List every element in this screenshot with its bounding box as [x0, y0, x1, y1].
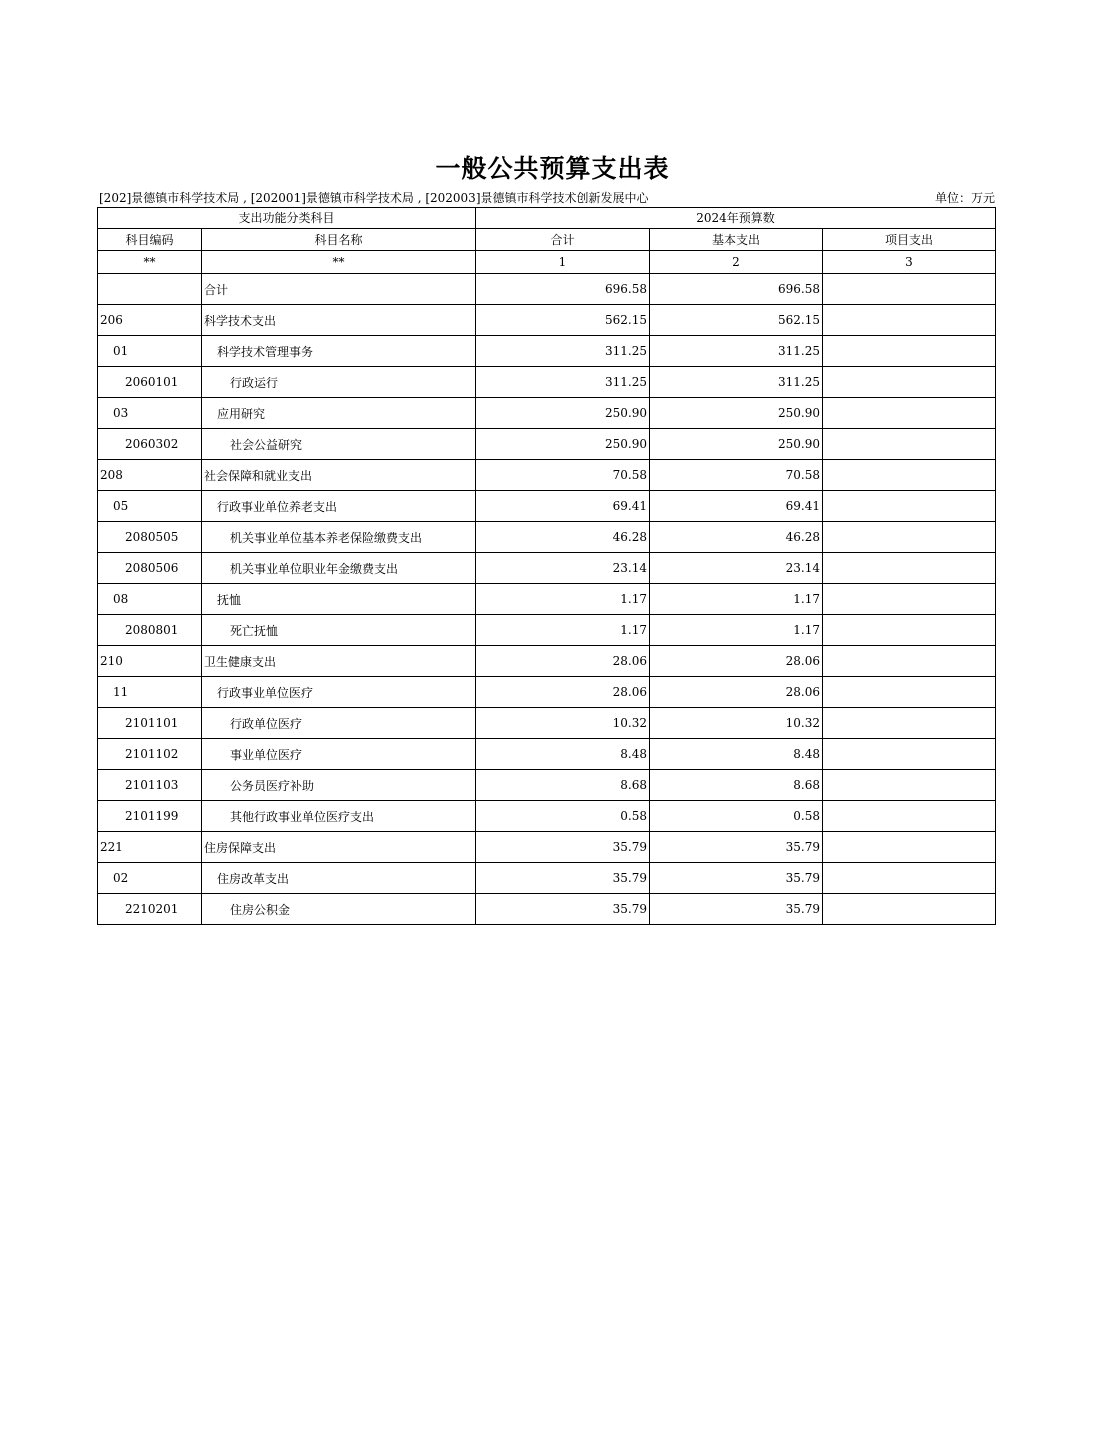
header-budget-year: 2024年预算数: [476, 208, 996, 229]
table-row: [98, 553, 996, 584]
cell-basic: 28.06: [650, 677, 823, 708]
table-row: [98, 677, 996, 708]
cell-total: 8.68: [476, 770, 650, 801]
cell-name: 社会公益研究: [202, 429, 476, 460]
cell-basic: 1.17: [650, 584, 823, 615]
cell-total: 1.17: [476, 615, 650, 646]
cell-name: 其他行政事业单位医疗支出: [202, 801, 476, 832]
cell-code: 02: [98, 863, 202, 894]
cell-code: 2101199: [98, 801, 202, 832]
cell-basic: 35.79: [650, 894, 823, 925]
cell-basic: 0.58: [650, 801, 823, 832]
cell-name: 卫生健康支出: [202, 646, 476, 677]
cell-project: [823, 367, 996, 398]
table-row: [98, 429, 996, 460]
table-row: [98, 584, 996, 615]
table-row: [98, 708, 996, 739]
index-name: **: [202, 251, 476, 274]
unit-note: [935, 189, 995, 207]
cell-code: 2080506: [98, 553, 202, 584]
cell-total: 35.79: [476, 863, 650, 894]
table-row: [98, 522, 996, 553]
table-row: [98, 274, 996, 305]
cell-project: [823, 553, 996, 584]
header-total: 合计: [476, 229, 650, 251]
cell-code: 2101102: [98, 739, 202, 770]
header-name: 科目名称: [202, 229, 476, 251]
cell-total: 1.17: [476, 584, 650, 615]
budget-expenditure-table: [97, 207, 996, 925]
header-code: 科目编码: [98, 229, 202, 251]
cell-total: 696.58: [476, 274, 650, 305]
cell-code: 2210201: [98, 894, 202, 925]
cell-project: [823, 770, 996, 801]
cell-basic: 311.25: [650, 367, 823, 398]
table-row: [98, 460, 996, 491]
cell-project: [823, 398, 996, 429]
cell-name: 应用研究: [202, 398, 476, 429]
index-basic: 2: [650, 251, 823, 274]
cell-total: 562.15: [476, 305, 650, 336]
cell-basic: 250.90: [650, 398, 823, 429]
cell-code: 208: [98, 460, 202, 491]
cell-basic: 8.68: [650, 770, 823, 801]
cell-name: 住房改革支出: [202, 863, 476, 894]
cell-code: 05: [98, 491, 202, 522]
cell-total: 311.25: [476, 336, 650, 367]
table-row: [98, 367, 996, 398]
cell-name: 机关事业单位职业年金缴费支出: [202, 553, 476, 584]
table-row: [98, 615, 996, 646]
cell-name: 行政单位医疗: [202, 708, 476, 739]
cell-total: 0.58: [476, 801, 650, 832]
cell-total: 69.41: [476, 491, 650, 522]
table-row: [98, 739, 996, 770]
cell-code: 221: [98, 832, 202, 863]
cell-name: 社会保障和就业支出: [202, 460, 476, 491]
cell-basic: 696.58: [650, 274, 823, 305]
cell-code: 01: [98, 336, 202, 367]
table-row: [98, 832, 996, 863]
cell-total: 28.06: [476, 677, 650, 708]
cell-name: 行政事业单位养老支出: [202, 491, 476, 522]
table-row: [98, 863, 996, 894]
table-row: [98, 770, 996, 801]
index-total: 1: [476, 251, 650, 274]
cell-name: 住房公积金: [202, 894, 476, 925]
index-code: **: [98, 251, 202, 274]
cell-project: [823, 305, 996, 336]
cell-project: [823, 863, 996, 894]
cell-name: 行政事业单位医疗: [202, 677, 476, 708]
cell-name: 合计: [202, 274, 476, 305]
cell-basic: 69.41: [650, 491, 823, 522]
cell-basic: 562.15: [650, 305, 823, 336]
cell-basic: 46.28: [650, 522, 823, 553]
cell-name: 行政运行: [202, 367, 476, 398]
cell-basic: 311.25: [650, 336, 823, 367]
cell-project: [823, 646, 996, 677]
cell-basic: 8.48: [650, 739, 823, 770]
cell-code: 03: [98, 398, 202, 429]
cell-name: 事业单位医疗: [202, 739, 476, 770]
cell-name: 死亡抚恤: [202, 615, 476, 646]
cell-code: [98, 274, 202, 305]
cell-project: [823, 739, 996, 770]
cell-total: 70.58: [476, 460, 650, 491]
cell-name: 科学技术管理事务: [202, 336, 476, 367]
unit-label: 万元: [970, 191, 995, 205]
cell-project: [823, 336, 996, 367]
cell-project: [823, 615, 996, 646]
cell-total: 8.48: [476, 739, 650, 770]
index-row: [98, 251, 996, 274]
table-row: [98, 801, 996, 832]
cell-project: [823, 460, 996, 491]
agency-list: [202]景德镇市科学技术局 , [202001]景德镇市科学技术局 , [202003]景德镇市科学技术创新发展中心: [99, 191, 649, 205]
unit-prefix: 单位：: [934, 191, 971, 205]
cell-code: 2060302: [98, 429, 202, 460]
cell-total: 311.25: [476, 367, 650, 398]
group-header-row: [98, 208, 996, 229]
cell-basic: 35.79: [650, 863, 823, 894]
cell-code: 11: [98, 677, 202, 708]
table-row: [98, 491, 996, 522]
cell-project: [823, 522, 996, 553]
cell-project: [823, 429, 996, 460]
cell-project: [823, 491, 996, 522]
table-row: [98, 646, 996, 677]
cell-project: [823, 832, 996, 863]
header-basic: 基本支出: [650, 229, 823, 251]
header-classification: 支出功能分类科目: [98, 208, 476, 229]
cell-basic: 1.17: [650, 615, 823, 646]
cell-code: 210: [98, 646, 202, 677]
cell-project: [823, 274, 996, 305]
cell-basic: 28.06: [650, 646, 823, 677]
table-row: [98, 305, 996, 336]
cell-basic: 35.79: [650, 832, 823, 863]
cell-name: 抚恤: [202, 584, 476, 615]
table-body: [98, 274, 996, 925]
cell-code: 2080801: [98, 615, 202, 646]
cell-code: 2101103: [98, 770, 202, 801]
cell-basic: 10.32: [650, 708, 823, 739]
cell-project: [823, 801, 996, 832]
report-subheader: [99, 189, 995, 207]
cell-total: 35.79: [476, 832, 650, 863]
cell-project: [823, 677, 996, 708]
cell-name: 住房保障支出: [202, 832, 476, 863]
cell-project: [823, 584, 996, 615]
table-row: [98, 336, 996, 367]
cell-total: 46.28: [476, 522, 650, 553]
cell-code: 2080505: [98, 522, 202, 553]
cell-code: 08: [98, 584, 202, 615]
cell-total: 35.79: [476, 894, 650, 925]
cell-basic: 250.90: [650, 429, 823, 460]
cell-code: 2060101: [98, 367, 202, 398]
column-header-row: [98, 229, 996, 251]
cell-basic: 23.14: [650, 553, 823, 584]
cell-name: 公务员医疗补助: [202, 770, 476, 801]
cell-name: 科学技术支出: [202, 305, 476, 336]
table-row: [98, 894, 996, 925]
cell-total: 10.32: [476, 708, 650, 739]
cell-total: 28.06: [476, 646, 650, 677]
page-title: 一般公共预算支出表: [435, 154, 670, 183]
cell-basic: 70.58: [650, 460, 823, 491]
cell-total: 250.90: [476, 398, 650, 429]
cell-code: 206: [98, 305, 202, 336]
cell-total: 250.90: [476, 429, 650, 460]
index-project: 3: [823, 251, 996, 274]
header-project: 项目支出: [823, 229, 996, 251]
cell-code: 2101101: [98, 708, 202, 739]
cell-name: 机关事业单位基本养老保险缴费支出: [202, 522, 476, 553]
cell-project: [823, 894, 996, 925]
cell-total: 23.14: [476, 553, 650, 584]
table-row: [98, 398, 996, 429]
cell-project: [823, 708, 996, 739]
